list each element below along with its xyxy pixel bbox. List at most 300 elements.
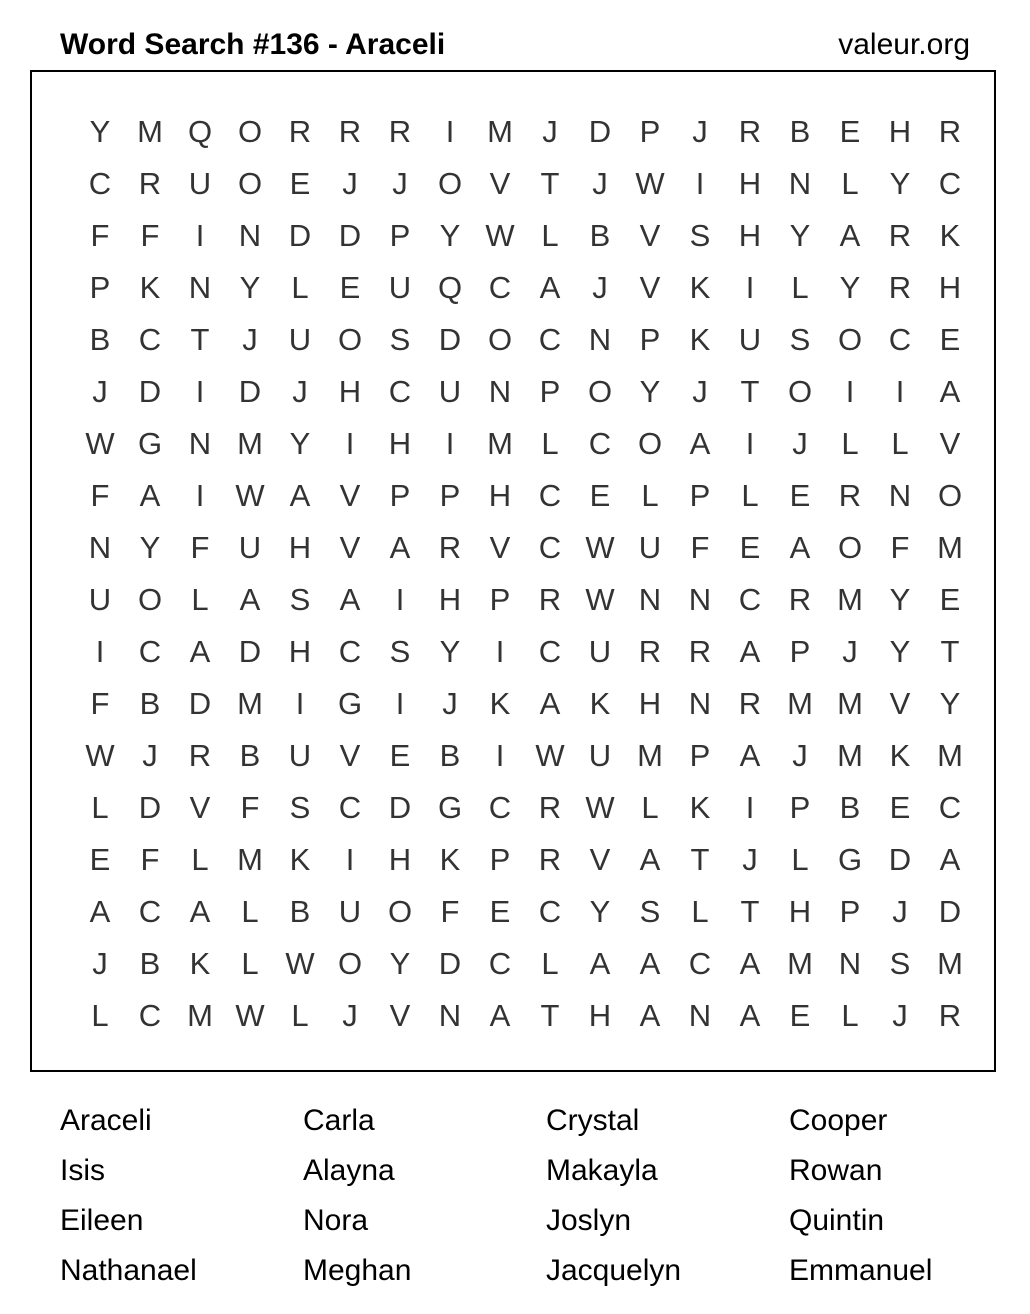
grid-letter[interactable]: I [495, 738, 505, 773]
grid-letter[interactable]: N [588, 322, 612, 357]
grid-letter[interactable]: Q [187, 114, 213, 149]
grid-letter[interactable]: A [189, 894, 211, 929]
grid-letter[interactable]: K [689, 322, 711, 357]
grid-letter[interactable]: I [195, 478, 205, 513]
grid-letter[interactable]: A [689, 426, 711, 461]
grid-letter[interactable]: U [588, 738, 612, 773]
grid-letter[interactable]: A [339, 582, 361, 617]
grid-letter[interactable]: L [791, 842, 809, 877]
grid-letter[interactable]: W [535, 738, 565, 773]
grid-letter[interactable]: D [938, 894, 962, 929]
grid-letter[interactable]: P [489, 582, 511, 617]
grid-letter[interactable]: S [289, 790, 311, 825]
grid-letter[interactable]: C [488, 270, 512, 305]
grid-letter[interactable]: U [438, 374, 462, 409]
grid-letter[interactable]: H [438, 582, 462, 617]
grid-letter[interactable]: O [837, 322, 863, 357]
grid-letter[interactable]: G [137, 426, 163, 461]
grid-letter[interactable]: N [88, 530, 112, 565]
grid-letter[interactable]: T [190, 322, 210, 357]
grid-letter[interactable]: F [240, 790, 260, 825]
grid-letter[interactable]: A [289, 478, 311, 513]
grid-letter[interactable]: Y [439, 634, 461, 669]
grid-letter[interactable]: K [189, 946, 211, 981]
grid-letter[interactable]: Y [889, 166, 911, 201]
grid-letter[interactable]: C [138, 894, 162, 929]
grid-letter[interactable]: R [538, 790, 562, 825]
grid-letter[interactable]: D [588, 114, 612, 149]
grid-letter[interactable]: I [745, 270, 755, 305]
grid-letter[interactable]: A [189, 634, 211, 669]
grid-letter[interactable]: B [439, 738, 461, 773]
grid-letter[interactable]: K [589, 686, 611, 721]
grid-letter[interactable]: C [88, 166, 112, 201]
grid-letter[interactable]: R [888, 270, 912, 305]
grid-letter[interactable]: L [241, 894, 259, 929]
grid-letter[interactable]: A [739, 998, 761, 1033]
grid-letter[interactable]: E [89, 842, 111, 877]
grid-letter[interactable]: I [295, 686, 305, 721]
grid-letter[interactable]: J [142, 738, 158, 773]
grid-letter[interactable]: V [339, 478, 361, 513]
grid-letter[interactable]: J [792, 738, 808, 773]
grid-letter[interactable]: Y [389, 946, 411, 981]
grid-letter[interactable]: W [85, 426, 115, 461]
grid-letter[interactable]: C [538, 322, 562, 357]
grid-letter[interactable]: L [91, 790, 109, 825]
grid-letter[interactable]: P [489, 842, 511, 877]
grid-letter[interactable]: F [90, 686, 110, 721]
grid-letter[interactable]: C [338, 634, 362, 669]
grid-letter[interactable]: J [692, 374, 708, 409]
grid-letter[interactable]: N [488, 374, 512, 409]
grid-letter[interactable]: A [89, 894, 111, 929]
grid-letter[interactable]: D [138, 374, 162, 409]
grid-letter[interactable]: F [140, 842, 160, 877]
grid-letter[interactable]: S [289, 582, 311, 617]
grid-letter[interactable]: N [688, 998, 712, 1033]
grid-letter[interactable]: J [542, 114, 558, 149]
grid-letter[interactable]: T [740, 374, 760, 409]
grid-letter[interactable]: W [585, 790, 615, 825]
grid-letter[interactable]: B [789, 114, 811, 149]
grid-letter[interactable]: L [541, 946, 559, 981]
grid-letter[interactable]: M [787, 946, 813, 981]
grid-letter[interactable]: D [888, 842, 912, 877]
grid-letter[interactable]: H [388, 842, 412, 877]
grid-letter[interactable]: L [291, 270, 309, 305]
grid-letter[interactable]: T [540, 166, 560, 201]
grid-letter[interactable]: L [541, 218, 559, 253]
grid-letter[interactable]: W [85, 738, 115, 773]
grid-letter[interactable]: K [689, 270, 711, 305]
grid-letter[interactable]: Y [789, 218, 811, 253]
grid-letter[interactable]: D [438, 946, 462, 981]
grid-letter[interactable]: Y [139, 530, 161, 565]
grid-letter[interactable]: C [138, 322, 162, 357]
grid-letter[interactable]: A [489, 998, 511, 1033]
grid-letter[interactable]: L [641, 478, 659, 513]
grid-letter[interactable]: J [592, 270, 608, 305]
grid-letter[interactable]: O [437, 166, 463, 201]
grid-letter[interactable]: O [787, 374, 813, 409]
grid-letter[interactable]: B [139, 686, 161, 721]
grid-letter[interactable]: L [641, 790, 659, 825]
grid-letter[interactable]: W [285, 946, 315, 981]
grid-letter[interactable]: H [938, 270, 962, 305]
grid-letter[interactable]: A [639, 842, 661, 877]
grid-letter[interactable]: O [937, 478, 963, 513]
grid-letter[interactable]: K [689, 790, 711, 825]
grid-letter[interactable]: E [289, 166, 311, 201]
grid-letter[interactable]: F [140, 218, 160, 253]
grid-letter[interactable]: V [189, 790, 211, 825]
grid-letter[interactable]: R [738, 686, 762, 721]
grid-letter[interactable]: T [940, 634, 960, 669]
grid-letter[interactable]: V [889, 686, 911, 721]
grid-letter[interactable]: I [445, 114, 455, 149]
grid-letter[interactable]: M [487, 114, 513, 149]
grid-letter[interactable]: J [392, 166, 408, 201]
grid-letter[interactable]: M [837, 686, 863, 721]
grid-letter[interactable]: D [338, 218, 362, 253]
grid-letter[interactable]: C [488, 946, 512, 981]
grid-letter[interactable]: T [740, 894, 760, 929]
grid-letter[interactable]: E [939, 322, 961, 357]
grid-letter[interactable]: L [541, 426, 559, 461]
grid-letter[interactable]: A [639, 946, 661, 981]
grid-letter[interactable]: A [739, 946, 761, 981]
grid-letter[interactable]: M [937, 946, 963, 981]
grid-letter[interactable]: U [338, 894, 362, 929]
grid-letter[interactable]: M [787, 686, 813, 721]
grid-letter[interactable]: R [288, 114, 312, 149]
grid-letter[interactable]: E [789, 998, 811, 1033]
grid-letter[interactable]: L [841, 166, 859, 201]
grid-letter[interactable]: R [388, 114, 412, 149]
grid-letter[interactable]: I [845, 374, 855, 409]
grid-letter[interactable]: H [738, 218, 762, 253]
grid-letter[interactable]: P [89, 270, 111, 305]
grid-letter[interactable]: K [939, 218, 961, 253]
grid-letter[interactable]: D [238, 374, 262, 409]
grid-letter[interactable]: B [139, 946, 161, 981]
grid-letter[interactable]: F [440, 894, 460, 929]
grid-letter[interactable]: J [92, 374, 108, 409]
grid-letter[interactable]: J [892, 894, 908, 929]
grid-letter[interactable]: C [138, 998, 162, 1033]
grid-letter[interactable]: N [838, 946, 862, 981]
grid-letter[interactable]: V [489, 166, 511, 201]
grid-letter[interactable]: B [289, 894, 311, 929]
grid-letter[interactable]: J [842, 634, 858, 669]
grid-letter[interactable]: D [388, 790, 412, 825]
grid-letter[interactable]: C [388, 374, 412, 409]
grid-letter[interactable]: F [690, 530, 710, 565]
grid-letter[interactable]: N [888, 478, 912, 513]
grid-letter[interactable]: N [188, 426, 212, 461]
grid-letter[interactable]: C [538, 530, 562, 565]
grid-letter[interactable]: H [488, 478, 512, 513]
grid-letter[interactable]: I [345, 842, 355, 877]
grid-letter[interactable]: G [837, 842, 863, 877]
grid-letter[interactable]: L [791, 270, 809, 305]
grid-letter[interactable]: C [338, 790, 362, 825]
grid-letter[interactable]: C [588, 426, 612, 461]
grid-letter[interactable]: G [337, 686, 363, 721]
grid-letter[interactable]: I [445, 426, 455, 461]
grid-letter[interactable]: Y [239, 270, 261, 305]
grid-letter[interactable]: T [690, 842, 710, 877]
grid-letter[interactable]: H [338, 374, 362, 409]
grid-letter[interactable]: M [637, 738, 663, 773]
grid-letter[interactable]: J [92, 946, 108, 981]
grid-letter[interactable]: V [639, 270, 661, 305]
grid-letter[interactable]: C [538, 894, 562, 929]
grid-letter[interactable]: A [739, 634, 761, 669]
grid-letter[interactable]: P [789, 634, 811, 669]
grid-letter[interactable]: R [938, 998, 962, 1033]
grid-letter[interactable]: D [138, 790, 162, 825]
grid-letter[interactable]: U [288, 738, 312, 773]
grid-letter[interactable]: I [395, 582, 405, 617]
grid-letter[interactable]: M [237, 842, 263, 877]
grid-letter[interactable]: P [789, 790, 811, 825]
grid-letter[interactable]: Y [589, 894, 611, 929]
grid-letter[interactable]: M [837, 738, 863, 773]
grid-letter[interactable]: L [91, 998, 109, 1033]
grid-letter[interactable]: P [389, 218, 411, 253]
grid-letter[interactable]: U [738, 322, 762, 357]
grid-letter[interactable]: R [638, 634, 662, 669]
grid-letter[interactable]: R [538, 842, 562, 877]
grid-letter[interactable]: O [587, 374, 613, 409]
grid-letter[interactable]: C [888, 322, 912, 357]
grid-letter[interactable]: Y [939, 686, 961, 721]
grid-letter[interactable]: I [195, 374, 205, 409]
grid-letter[interactable]: V [339, 738, 361, 773]
grid-letter[interactable]: A [589, 946, 611, 981]
grid-letter[interactable]: J [442, 686, 458, 721]
grid-letter[interactable]: M [237, 426, 263, 461]
grid-letter[interactable]: S [639, 894, 661, 929]
grid-letter[interactable]: P [689, 738, 711, 773]
grid-letter[interactable]: S [789, 322, 811, 357]
grid-letter[interactable]: A [839, 218, 861, 253]
grid-letter[interactable]: H [788, 894, 812, 929]
grid-letter[interactable]: M [937, 738, 963, 773]
grid-letter[interactable]: L [741, 478, 759, 513]
grid-letter[interactable]: N [638, 582, 662, 617]
grid-letter[interactable]: U [188, 166, 212, 201]
grid-letter[interactable]: I [745, 426, 755, 461]
grid-letter[interactable]: V [639, 218, 661, 253]
grid-letter[interactable]: D [238, 634, 262, 669]
grid-letter[interactable]: S [889, 946, 911, 981]
grid-letter[interactable]: R [938, 114, 962, 149]
grid-letter[interactable]: M [487, 426, 513, 461]
grid-letter[interactable]: O [837, 530, 863, 565]
grid-letter[interactable]: N [438, 998, 462, 1033]
grid-letter[interactable]: H [288, 634, 312, 669]
grid-letter[interactable]: G [437, 790, 463, 825]
grid-letter[interactable]: O [237, 166, 263, 201]
grid-letter[interactable]: W [235, 478, 265, 513]
grid-letter[interactable]: P [539, 374, 561, 409]
grid-letter[interactable]: R [688, 634, 712, 669]
grid-letter[interactable]: V [339, 530, 361, 565]
grid-letter[interactable]: D [288, 218, 312, 253]
grid-letter[interactable]: A [789, 530, 811, 565]
grid-letter[interactable]: I [95, 634, 105, 669]
grid-letter[interactable]: I [895, 374, 905, 409]
grid-letter[interactable]: J [592, 166, 608, 201]
grid-letter[interactable]: C [488, 790, 512, 825]
grid-letter[interactable]: L [891, 426, 909, 461]
grid-letter[interactable]: H [288, 530, 312, 565]
grid-letter[interactable]: K [139, 270, 161, 305]
grid-letter[interactable]: V [489, 530, 511, 565]
grid-letter[interactable]: A [739, 738, 761, 773]
grid-letter[interactable]: L [841, 426, 859, 461]
grid-letter[interactable]: Y [289, 426, 311, 461]
grid-letter[interactable]: L [691, 894, 709, 929]
grid-letter[interactable]: R [188, 738, 212, 773]
grid-letter[interactable]: R [738, 114, 762, 149]
grid-letter[interactable]: T [540, 998, 560, 1033]
grid-letter[interactable]: E [589, 478, 611, 513]
grid-letter[interactable]: F [90, 478, 110, 513]
grid-letter[interactable]: O [487, 322, 513, 357]
grid-letter[interactable]: I [745, 790, 755, 825]
grid-letter[interactable]: P [839, 894, 861, 929]
grid-letter[interactable]: A [389, 530, 411, 565]
grid-letter[interactable]: P [439, 478, 461, 513]
grid-letter[interactable]: V [589, 842, 611, 877]
grid-letter[interactable]: E [739, 530, 761, 565]
grid-letter[interactable]: O [237, 114, 263, 149]
grid-letter[interactable]: E [339, 270, 361, 305]
grid-letter[interactable]: E [839, 114, 861, 149]
grid-letter[interactable]: I [695, 166, 705, 201]
grid-letter[interactable]: C [738, 582, 762, 617]
grid-letter[interactable]: Y [89, 114, 111, 149]
grid-letter[interactable]: L [291, 998, 309, 1033]
grid-letter[interactable]: C [138, 634, 162, 669]
grid-letter[interactable]: H [588, 998, 612, 1033]
grid-letter[interactable]: K [439, 842, 461, 877]
grid-letter[interactable]: H [888, 114, 912, 149]
grid-letter[interactable]: E [489, 894, 511, 929]
grid-letter[interactable]: H [638, 686, 662, 721]
grid-letter[interactable]: F [90, 218, 110, 253]
grid-letter[interactable]: V [389, 998, 411, 1033]
grid-letter[interactable]: S [689, 218, 711, 253]
grid-letter[interactable]: D [438, 322, 462, 357]
grid-letter[interactable]: R [338, 114, 362, 149]
grid-letter[interactable]: C [938, 166, 962, 201]
grid-letter[interactable]: U [388, 270, 412, 305]
grid-letter[interactable]: A [939, 842, 961, 877]
grid-letter[interactable]: M [937, 530, 963, 565]
grid-letter[interactable]: H [738, 166, 762, 201]
grid-letter[interactable]: Y [439, 218, 461, 253]
grid-letter[interactable]: V [939, 426, 961, 461]
grid-letter[interactable]: W [485, 218, 515, 253]
grid-letter[interactable]: L [191, 582, 209, 617]
grid-letter[interactable]: D [188, 686, 212, 721]
grid-letter[interactable]: J [692, 114, 708, 149]
grid-letter[interactable]: I [345, 426, 355, 461]
grid-letter[interactable]: F [890, 530, 910, 565]
grid-letter[interactable]: B [239, 738, 261, 773]
grid-letter[interactable]: L [841, 998, 859, 1033]
grid-letter[interactable]: M [187, 998, 213, 1033]
grid-letter[interactable]: B [839, 790, 861, 825]
grid-letter[interactable]: E [789, 478, 811, 513]
grid-letter[interactable]: W [635, 166, 665, 201]
grid-letter[interactable]: N [188, 270, 212, 305]
grid-letter[interactable]: R [788, 582, 812, 617]
grid-letter[interactable]: J [292, 374, 308, 409]
grid-letter[interactable]: B [89, 322, 111, 357]
grid-letter[interactable]: M [137, 114, 163, 149]
grid-letter[interactable]: J [342, 166, 358, 201]
grid-letter[interactable]: U [238, 530, 262, 565]
grid-letter[interactable]: F [190, 530, 210, 565]
grid-letter[interactable]: R [438, 530, 462, 565]
grid-letter[interactable]: M [237, 686, 263, 721]
grid-letter[interactable]: P [389, 478, 411, 513]
grid-letter[interactable]: Y [889, 634, 911, 669]
grid-letter[interactable]: C [538, 634, 562, 669]
grid-letter[interactable]: K [889, 738, 911, 773]
grid-letter[interactable]: C [938, 790, 962, 825]
grid-letter[interactable]: E [389, 738, 411, 773]
grid-letter[interactable]: J [792, 426, 808, 461]
grid-letter[interactable]: O [387, 894, 413, 929]
grid-letter[interactable]: N [688, 686, 712, 721]
grid-letter[interactable]: N [788, 166, 812, 201]
grid-letter[interactable]: L [191, 842, 209, 877]
grid-letter[interactable]: W [585, 530, 615, 565]
grid-letter[interactable]: I [495, 634, 505, 669]
grid-letter[interactable]: P [639, 322, 661, 357]
grid-letter[interactable]: R [138, 166, 162, 201]
grid-letter[interactable]: A [239, 582, 261, 617]
grid-letter[interactable]: I [195, 218, 205, 253]
grid-letter[interactable]: P [689, 478, 711, 513]
grid-letter[interactable]: U [638, 530, 662, 565]
grid-letter[interactable]: U [288, 322, 312, 357]
grid-letter[interactable]: R [838, 478, 862, 513]
grid-letter[interactable]: J [342, 998, 358, 1033]
grid-letter[interactable]: Q [437, 270, 463, 305]
grid-letter[interactable]: U [588, 634, 612, 669]
grid-letter[interactable]: A [539, 270, 561, 305]
grid-letter[interactable]: A [639, 998, 661, 1033]
grid-letter[interactable]: O [137, 582, 163, 617]
grid-letter[interactable]: U [88, 582, 112, 617]
grid-letter[interactable]: P [639, 114, 661, 149]
grid-letter[interactable]: Y [889, 582, 911, 617]
grid-letter[interactable]: I [395, 686, 405, 721]
grid-letter[interactable]: M [837, 582, 863, 617]
grid-letter[interactable]: S [389, 634, 411, 669]
grid-letter[interactable]: R [538, 582, 562, 617]
grid-letter[interactable]: K [289, 842, 311, 877]
grid-letter[interactable]: A [939, 374, 961, 409]
